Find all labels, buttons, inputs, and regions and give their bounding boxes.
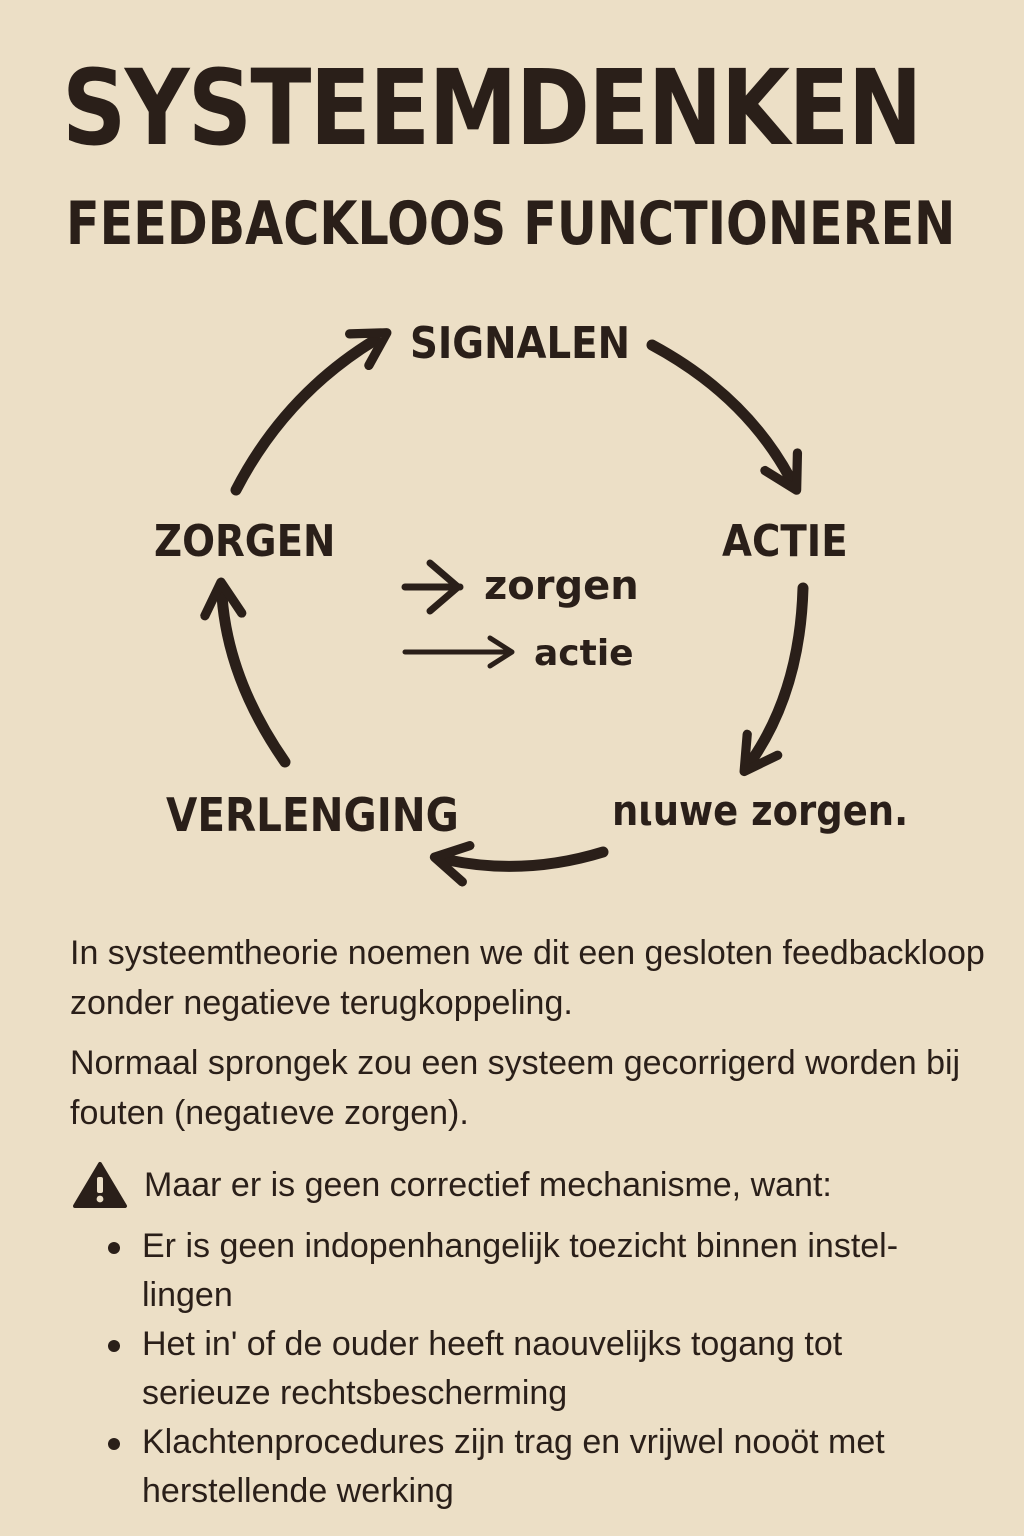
list-item: Het in' of de ouder heeft naouvelijks togang tot serieuze rechtsbescherming — [70, 1320, 970, 1418]
node-signalen: SIGNALEN — [410, 318, 630, 369]
arrow-actie-to-nieuwe-zorgen — [752, 588, 803, 760]
warning-text: Maar er is geen correctief mechanisme, want: — [144, 1166, 832, 1204]
arrow-verlenging-to-zorgen — [222, 596, 285, 762]
warning-row — [72, 1160, 832, 1210]
node-verlenging: VERLENGING — [166, 788, 459, 842]
node-nieuwe-zorgen: nιuwe zorgen. — [612, 786, 909, 835]
paragraph-correction: Normaal sprongek zou een systeem gecorrigerd worden bij fouten (negatıeve zorgen). — [70, 1044, 961, 1132]
arrow-signalen-to-actie — [652, 345, 790, 478]
arrow-zorgen-to-signalen — [236, 340, 375, 490]
node-zorgen: ZORGEN — [154, 516, 336, 567]
page-title: SYSTEEMDENKEN — [62, 47, 921, 169]
node-actie: ACTIE — [722, 516, 848, 567]
page-subtitle: FEEDBACKLOOS FUNCTIONEREN — [66, 189, 956, 259]
list-item: Klachtenprocedures zijn trag en vrijwel nooöt met herstellende werking — [70, 1418, 970, 1516]
legend-label-actie: actie — [534, 633, 634, 674]
arrow-nieuwe-zorgen-to-verlenging — [448, 852, 603, 866]
reasons-list — [70, 1222, 970, 1516]
paragraph-feedbackloop: In systeemtheorie noemen we dit een gesloten feedbackloop zonder negatieve terugkoppeling. — [70, 934, 985, 1022]
list-item: Er is geen indopenhangelijk toezicht binnen instel-lingen — [70, 1222, 970, 1320]
warning-icon — [72, 1161, 128, 1209]
legend-label-zorgen: zorgen — [484, 563, 639, 609]
